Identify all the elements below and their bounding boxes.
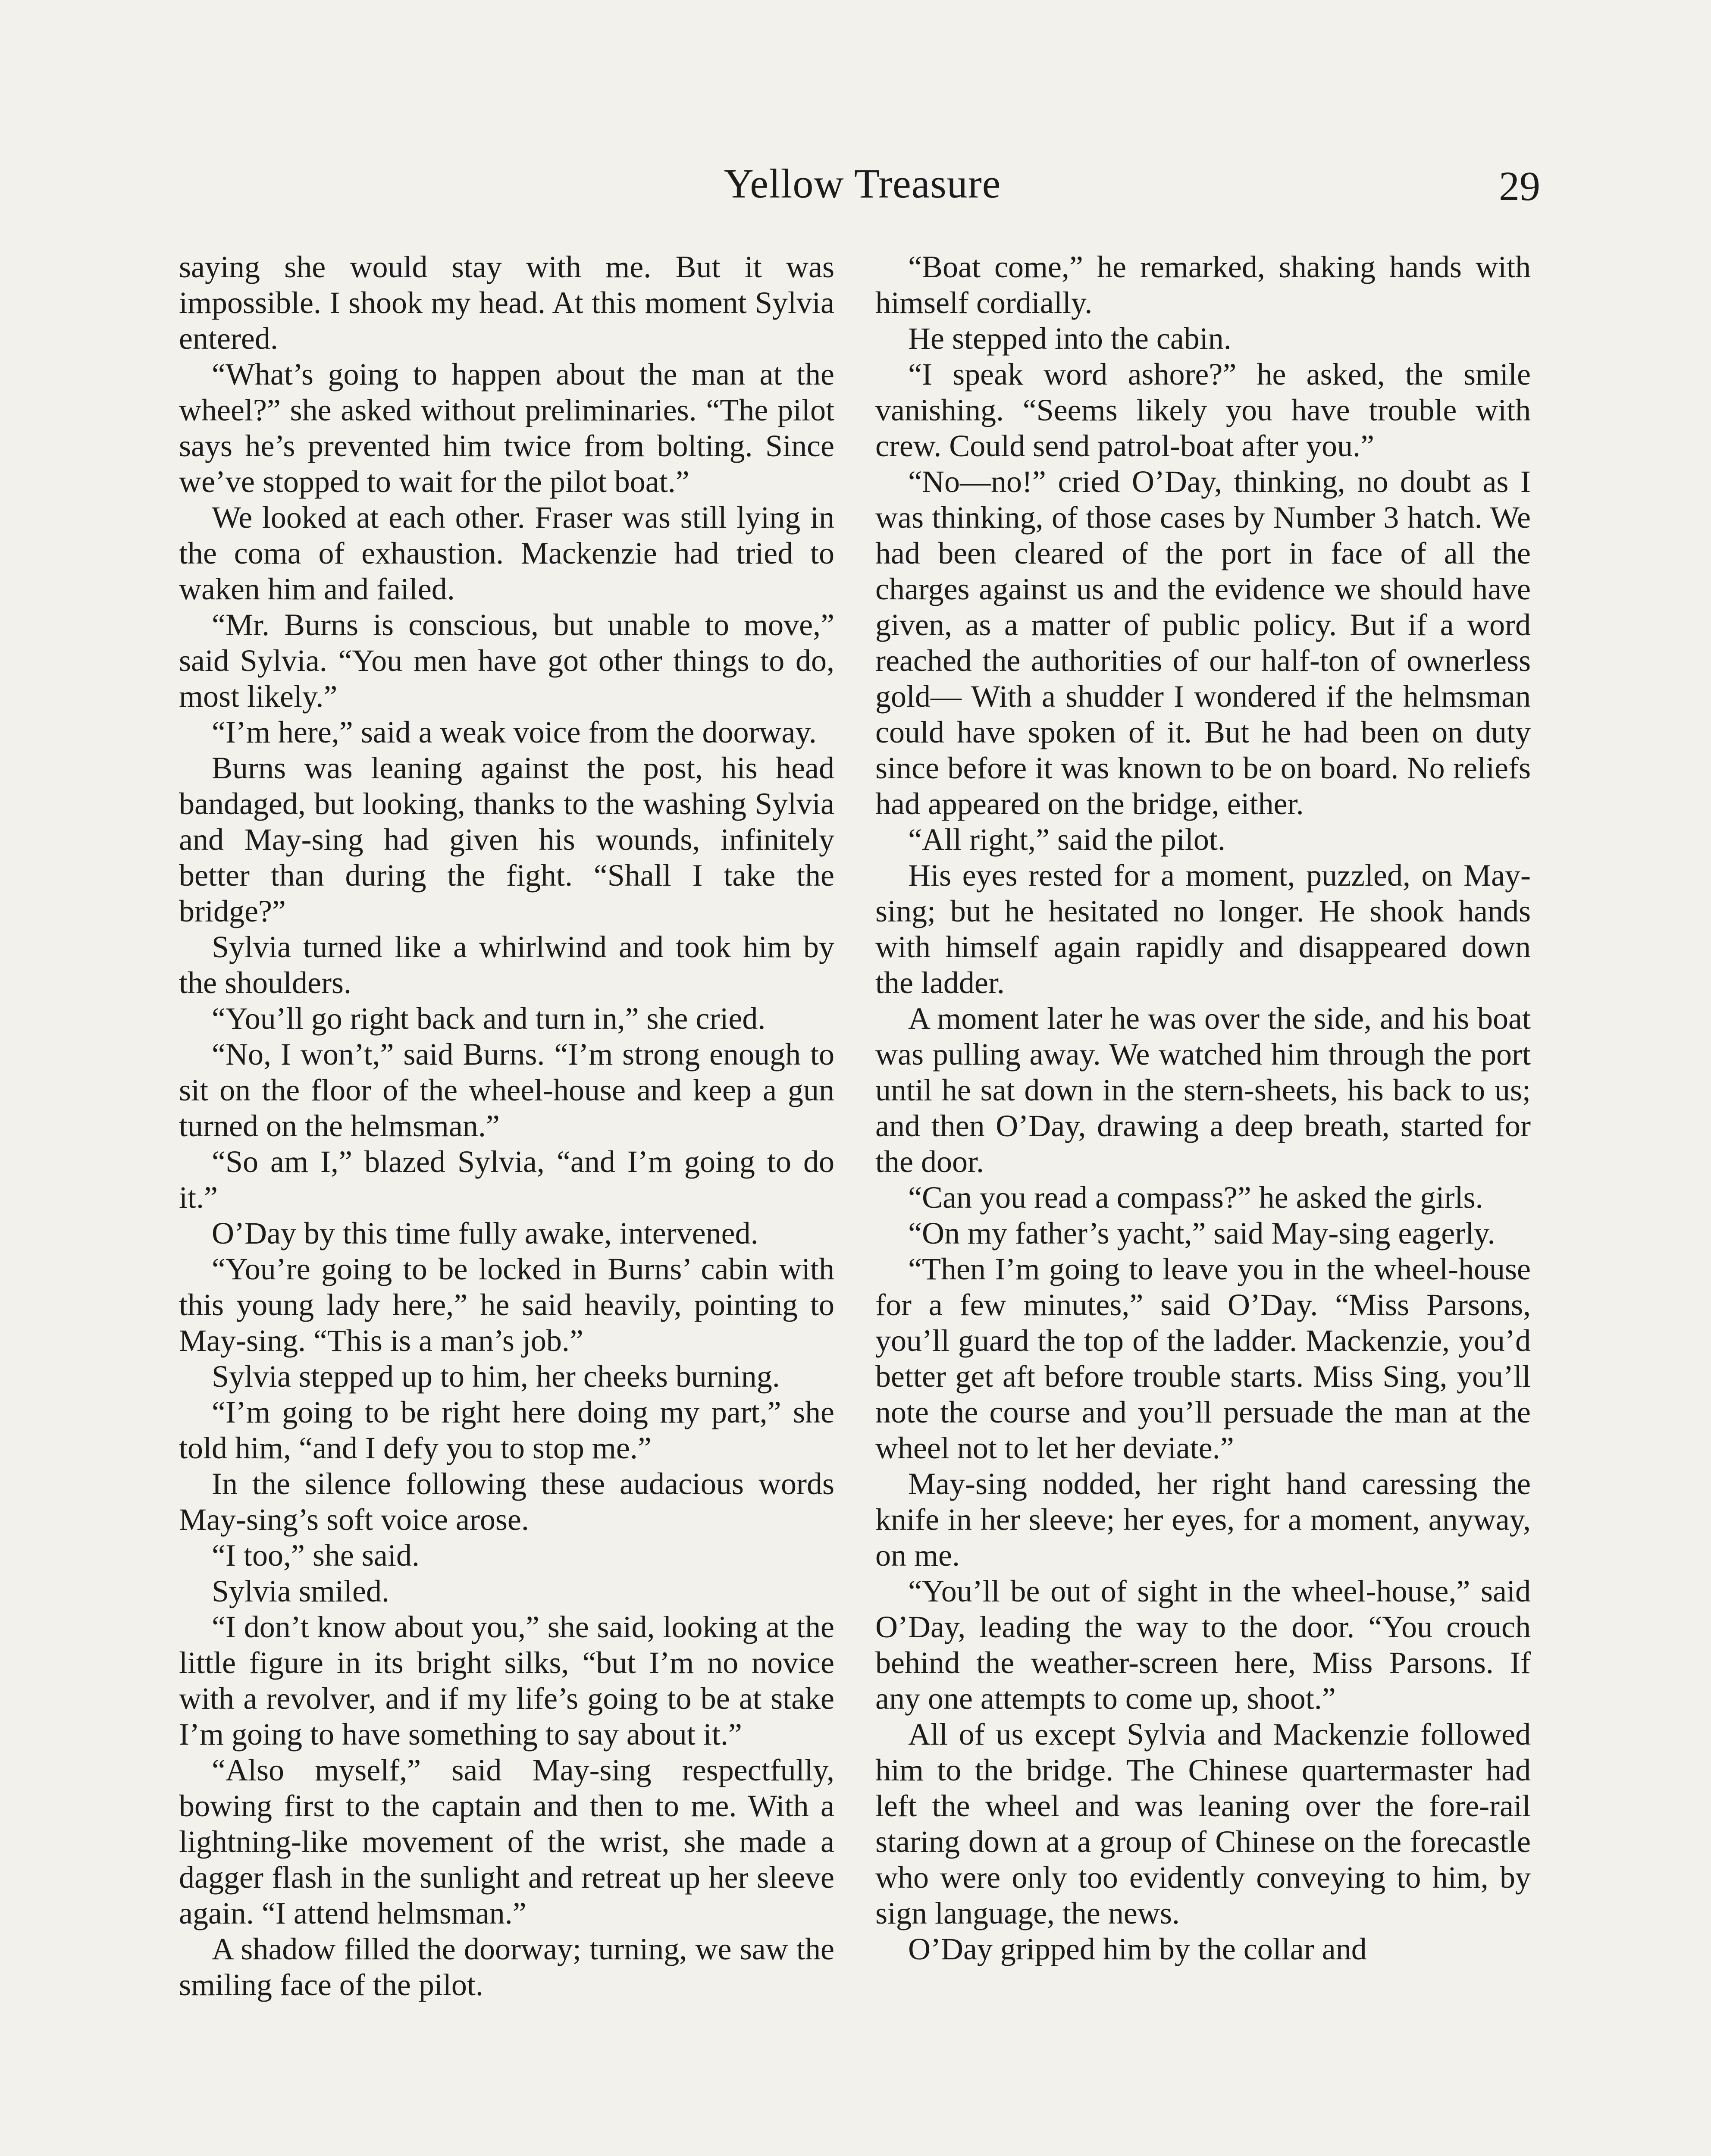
paragraph: “You’re going to be locked in Burns’ cabin with this young lady here,” he said heavily, pointing to May-sing. “This is a man’s job.” xyxy=(179,1252,834,1358)
paragraph: “I’m going to be right here doing my part,” she told him, “and I defy you to stop me.” xyxy=(179,1395,834,1465)
paragraph: “I don’t know about you,” she said, looking at the little figure in its bright silks, “but I’m no novice with a revolver, and if my life’s going to be at stake I’m going to have something to say about it.” xyxy=(179,1610,834,1752)
paragraph: “On my father’s yacht,” said May-sing eagerly. xyxy=(908,1216,1495,1250)
paragraph: A moment later he was over the side, and his boat was pulling away. We watched him through the port until he sat down in the stern-sheets, his back to us; and then O’Day, drawing a deep breath, started for the door. xyxy=(875,1001,1531,1179)
paragraph: Sylvia smiled. xyxy=(212,1574,389,1608)
paragraph: Burns was leaning against the post, his head bandaged, but looking, thanks to the washing Sylvia and May-sing had given his wounds, infinitely better than during the fight. “Shall I take the bridge?” xyxy=(179,751,834,928)
paragraph: Sylvia stepped up to him, her cheeks burning. xyxy=(212,1359,780,1394)
left-column xyxy=(179,249,834,2156)
paragraph: “I too,” she said. xyxy=(212,1538,420,1573)
paragraph: We looked at each other. Fraser was still lying in the coma of exhaustion. Mackenzie had tried to waken him and failed. xyxy=(179,500,834,606)
paragraph: His eyes rested for a moment, puzzled, on May-sing; but he hesitated no longer. He shook hands with himself again rapidly and disappeared down the ladder. xyxy=(875,858,1531,1000)
page-header xyxy=(0,0,1711,241)
paragraph: “You’ll be out of sight in the wheel-house,” said O’Day, leading the way to the door. “You crouch behind the weather-screen here, Miss Parsons. If any one attempts to come up, shoot.” xyxy=(875,1574,1531,1716)
paragraph: “Boat come,” he remarked, shaking hands with himself cordially. xyxy=(875,250,1531,320)
paragraph: “Can you read a compass?” he asked the girls. xyxy=(908,1180,1483,1215)
paragraph: “All right,” said the pilot. xyxy=(908,822,1225,857)
paragraph: A shadow filled the doorway; turning, we saw the smiling face of the pilot. xyxy=(179,1932,834,2002)
paragraph: “Then I’m going to leave you in the wheel-house for a few minutes,” said O’Day. “Miss Parsons, you’ll guard the top of the ladder. Mackenzie, you’d better get aft before trouble starts. Miss Sing, you’ll note the course and you’ll persuade the man at the wheel not to let her deviate.” xyxy=(875,1252,1531,1465)
paragraph: O’Day gripped him by the collar and xyxy=(908,1932,1367,1966)
paragraph: “You’ll go right back and turn in,” she cried. xyxy=(212,1001,766,1036)
paragraph: “I speak word ashore?” he asked, the smile vanishing. “Seems likely you have trouble with crew. Could send patrol-boat after you.” xyxy=(875,357,1531,463)
paragraph: “I’m here,” said a weak voice from the doorway. xyxy=(212,715,817,749)
paragraph: May-sing nodded, her right hand caressing the knife in her sleeve; her eyes, for a moment, anyway, on me. xyxy=(875,1467,1531,1573)
paragraph: “What’s going to happen about the man at the wheel?” she asked without preliminaries. “The pilot says he’s prevented him twice from bolting. Since we’ve stopped to wait for the pilot boat.” xyxy=(179,357,834,499)
paragraph: Sylvia turned like a whirlwind and took him by the shoulders. xyxy=(179,930,834,1000)
paragraph: He stepped into the cabin. xyxy=(908,321,1232,356)
paragraph: “Also myself,” said May-sing respectfully, bowing first to the captain and then to me. With a lightning-like movement of the wrist, she made a dagger flash in the sunlight and retreat up her sleeve again. “I attend helmsman.” xyxy=(179,1753,834,1930)
paragraph: saying she would stay with me. But it was impossible. I shook my head. At this moment Sylvia entered. xyxy=(179,250,834,356)
page-number: 29 xyxy=(1499,163,1540,209)
right-column xyxy=(875,249,1531,2156)
paragraph: O’Day by this time fully awake, intervened. xyxy=(212,1216,758,1250)
running-title: Yellow Treasure xyxy=(724,160,1001,207)
paragraph: “No—no!” cried O’Day, thinking, no doubt as I was thinking, of those cases by Number 3 hatch. We had been cleared of the port in face of all the charges against us and the evidence we should have given, as a matter of public policy. But if a word reached the authorities of our half-ton of ownerless gold— With a shudder I wondered if the helmsman could have spoken of it. But he had been on duty since before it was known to be on board. No reliefs had appeared on the bridge, either. xyxy=(875,464,1531,821)
paragraph: In the silence following these audacious words May-sing’s soft voice arose. xyxy=(179,1467,834,1537)
paragraph: All of us except Sylvia and Mackenzie followed him to the bridge. The Chinese quartermaster had left the wheel and was leaning over the fore-rail staring down at a group of Chinese on the forecastle who were only too evidently conveying to him, by sign language, the news. xyxy=(875,1717,1531,1930)
paragraph: “Mr. Burns is conscious, but unable to move,” said Sylvia. “You men have got other things to do, most likely.” xyxy=(179,608,834,714)
paragraph: “So am I,” blazed Sylvia, “and I’m going to do it.” xyxy=(179,1144,834,1215)
paragraph: “No, I won’t,” said Burns. “I’m strong enough to sit on the floor of the wheel-house and keep a gun turned on the helmsman.” xyxy=(179,1037,834,1143)
